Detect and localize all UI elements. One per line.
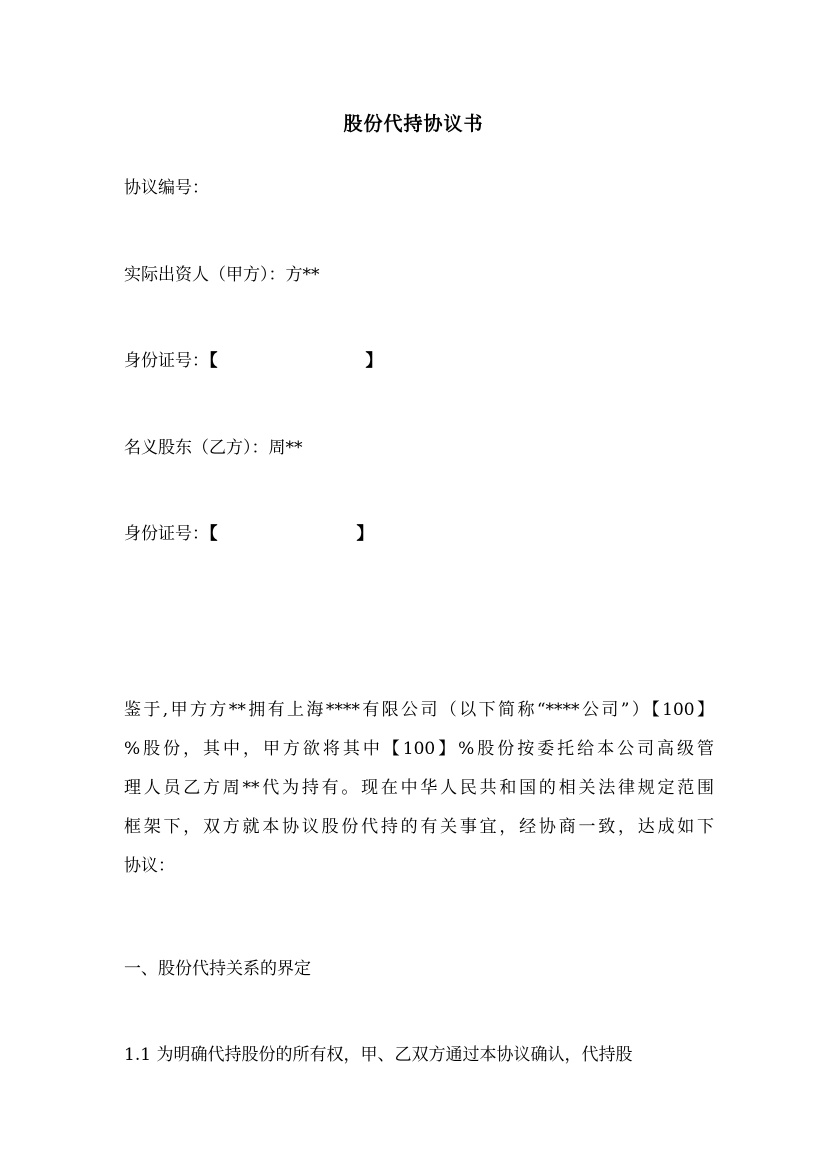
preamble-line: 协议： (124, 856, 175, 876)
party-a-id-bracket-close: 】 (365, 351, 383, 371)
party-b-id-bracket-close: 】 (356, 524, 374, 544)
party-a-id-label: 身份证号： (124, 351, 209, 371)
party-b-id-label: 身份证号： (124, 524, 209, 544)
preamble-line: 理人员乙方周**代为持有。现在中华人民共和国的相关法律规定范围 (124, 778, 714, 798)
party-b-id-bracket-open: 【 (209, 524, 218, 544)
preamble-line: %股份，其中，甲方欲将其中【100】%股份按委托给本公司高级管 (124, 739, 714, 759)
section-1-heading: 一、股份代持关系的界定 (124, 959, 311, 979)
clause-1-1: 1.1 为明确代持股份的所有权，甲、乙双方通过本协议确认，代持股 (124, 1045, 633, 1065)
party-b-label: 名义股东（乙方）：周** (124, 438, 303, 458)
party-a-id-row (124, 347, 383, 375)
preamble-line: 鉴于,甲方方**拥有上海****有限公司（以下简称“****公司”）【100】 (124, 700, 714, 720)
document-title: 股份代持协议书 (343, 113, 484, 135)
agreement-number-label: 协议编号： (124, 178, 209, 198)
party-a-id-bracket-open: 【 (209, 351, 218, 371)
preamble-paragraph (124, 691, 714, 886)
party-a-label: 实际出资人（甲方）：方** (124, 265, 320, 285)
party-b-id-row (124, 520, 374, 548)
preamble-line: 框架下，双方就本协议股份代持的有关事宜，经协商一致，达成如下 (124, 817, 714, 837)
